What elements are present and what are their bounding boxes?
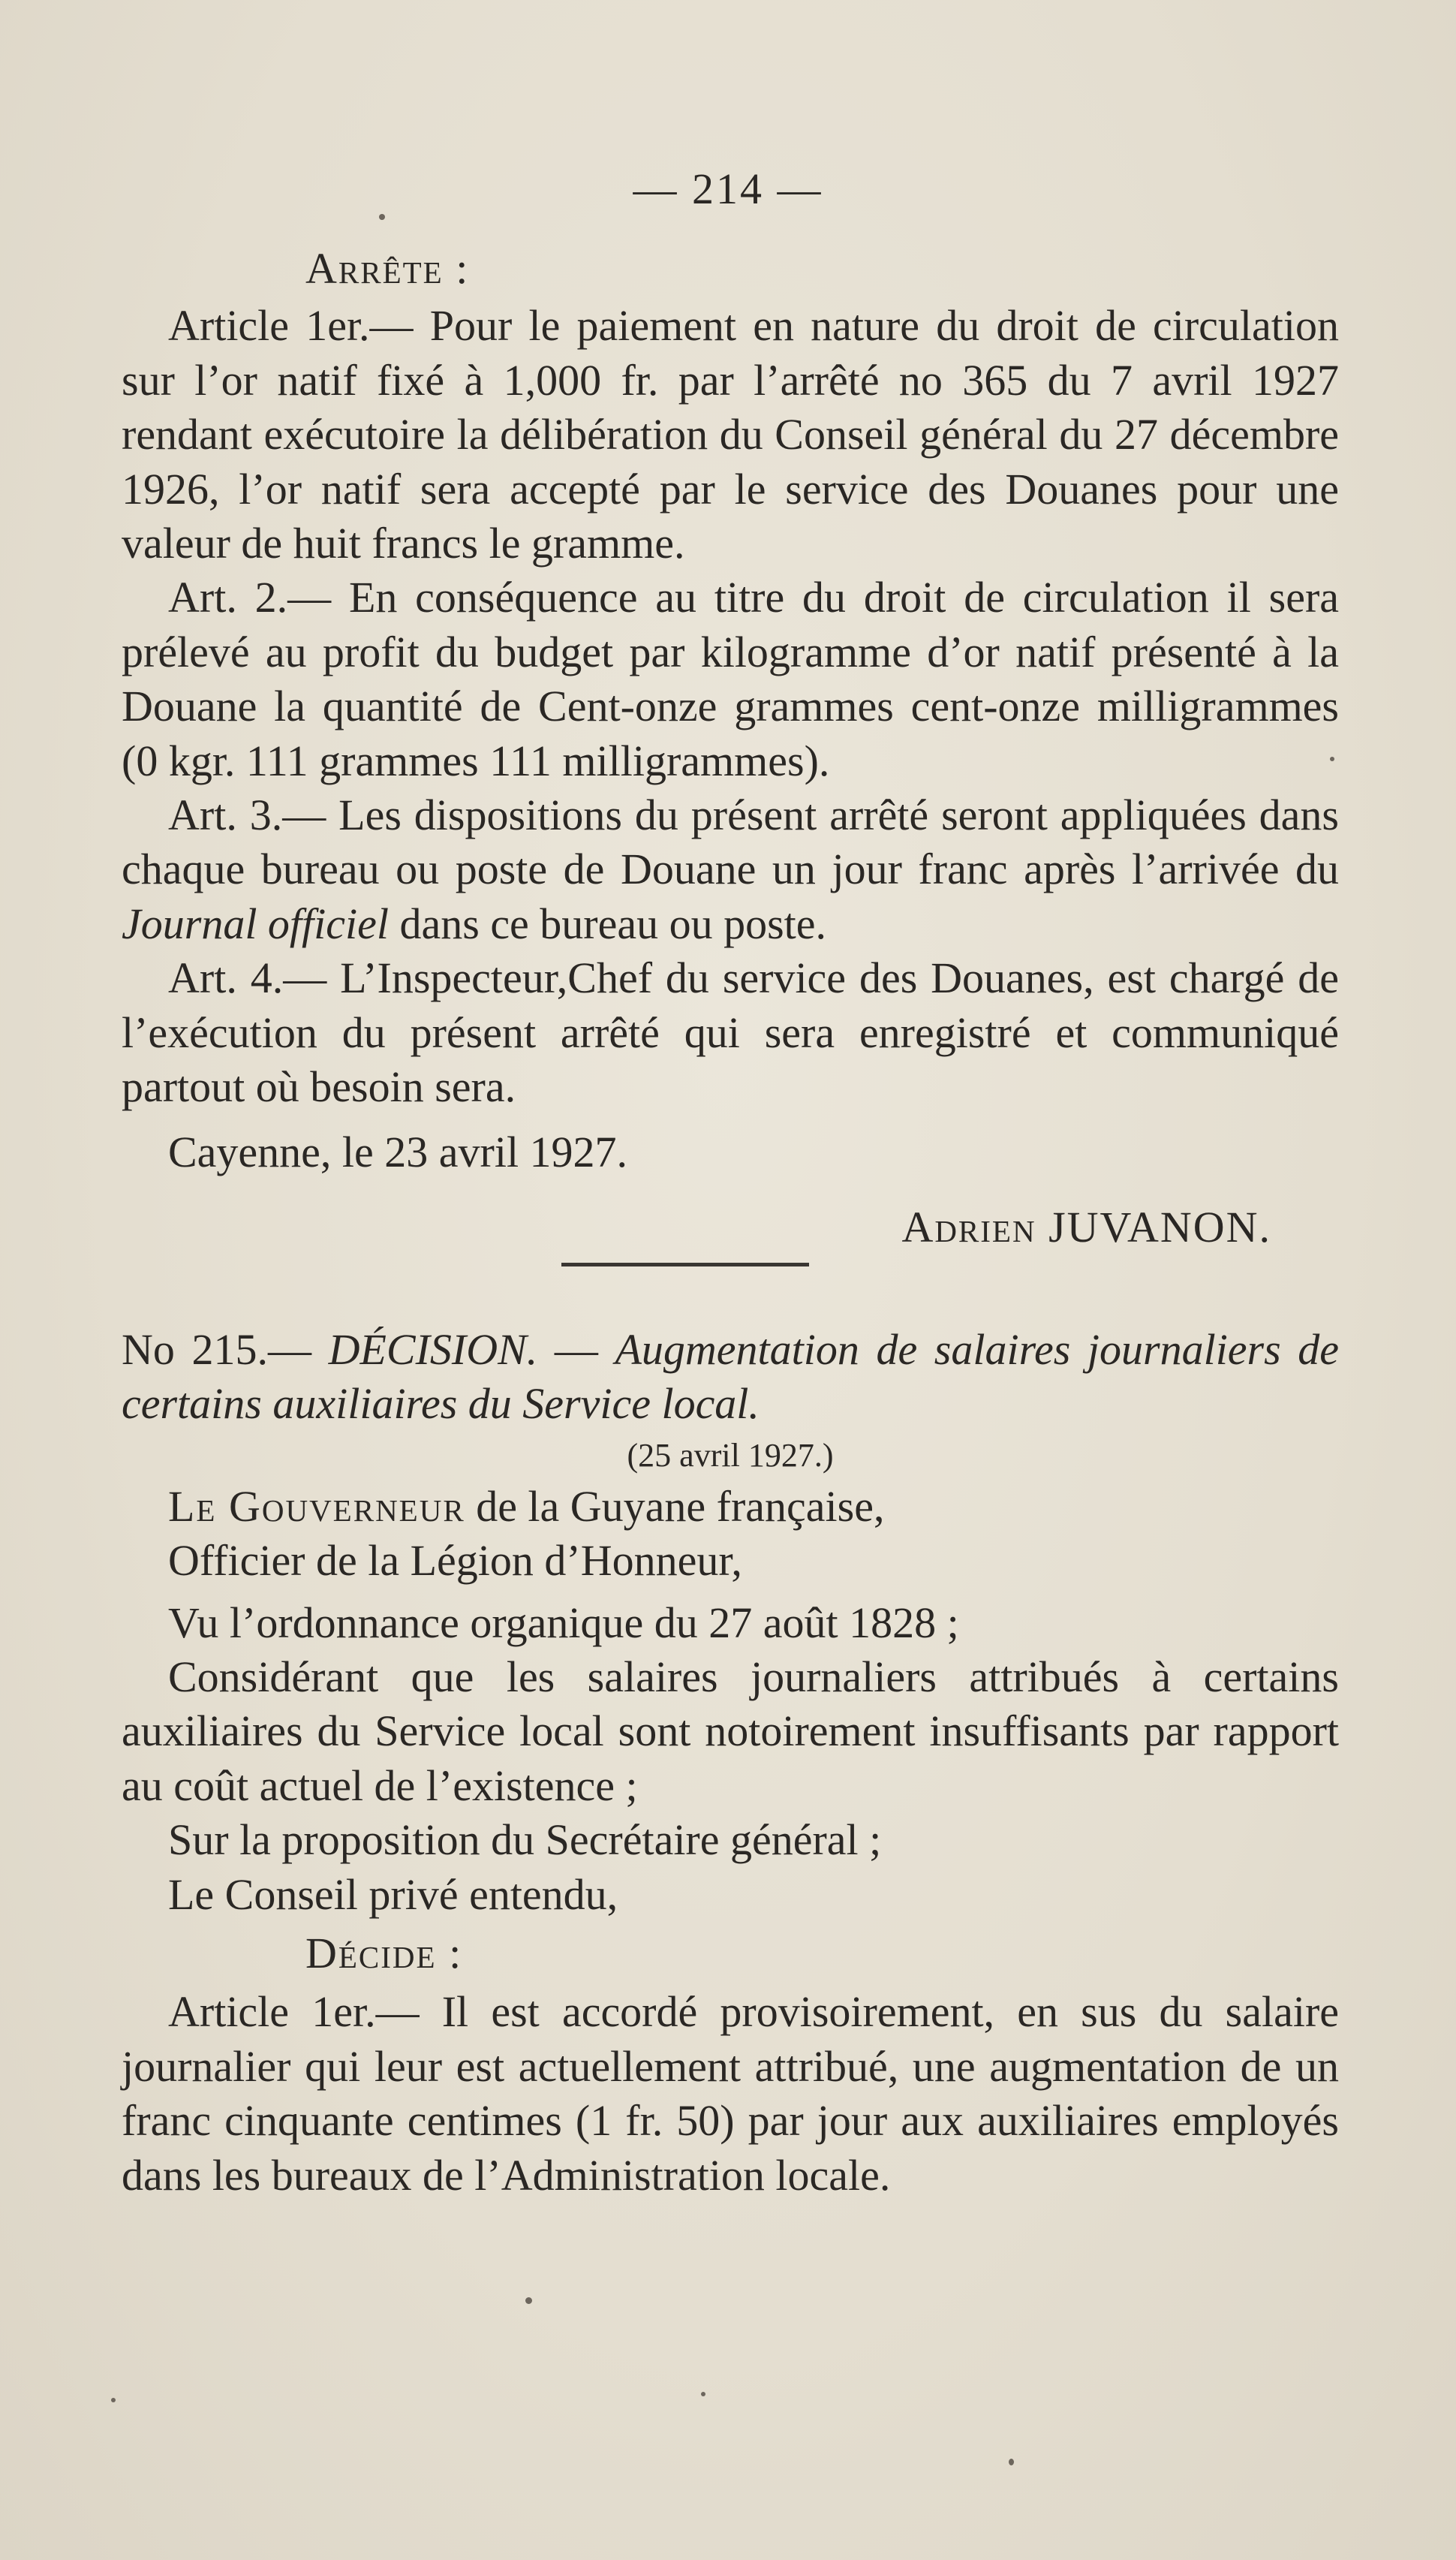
decree-article-2: Art. 2.— En conséquence au titre du droit de circulation il sera prélevé au profit du budget par kilogramme d’or natif présenté à la Douane la quantité de Cent-onze grammes cent-onze milligrammes (0 kgr. 111 grammes 111 milligrammes). <box>122 573 1339 785</box>
paper-speck <box>379 214 385 220</box>
consideration-2: Considérant que les salaires journaliers attribués à certains auxiliaires du Service local sont notoirement insuffisants par rapport au coût actuel de l’existence ; <box>122 1652 1339 1810</box>
decision-title <box>122 1323 1339 1432</box>
decree-article-4: Art. 4.— L’Inspecteur,Chef du service des Douanes, est chargé de l’exécution du présent arrêté qui sera enregistré et communiqué partout où besoin sera. <box>122 953 1339 1112</box>
consideration-1: Vu l’ordonnance organique du 27 août 1828 ; <box>168 1598 959 1647</box>
consideration-4: Le Conseil privé entendu, <box>168 1869 618 1919</box>
decision-dash: — <box>554 1325 598 1374</box>
decision-date: (25 avril 1927.) <box>627 1436 834 1474</box>
decides-heading: Décide : <box>305 1929 463 1978</box>
decree-heading: Arrête : <box>305 244 470 293</box>
decision-article-1: Article 1er.— Il est accordé provisoirement, en sus du salaire journalier qui leur est actuellement attribué, une augmentation de un franc cinquante centimes (1 fr. 50) par jour aux auxiliaires employés dans les bureaux de l’Administration locale. <box>122 1987 1339 2200</box>
decision-kind: DÉCISION. <box>328 1325 538 1374</box>
authority-line <box>122 1480 1339 1534</box>
authority-title: Le Gouverneur <box>168 1481 465 1531</box>
decree-place-date: Cayenne, le 23 avril 1927. <box>168 1127 628 1176</box>
paper-speck <box>701 2392 705 2396</box>
page-number-header: — 214 — <box>633 164 823 213</box>
consideration-3: Sur la proposition du Secrétaire général ; <box>168 1815 882 1865</box>
authority-rest: de la Guyane française, <box>476 1481 885 1531</box>
section-divider <box>561 1263 809 1266</box>
paper-speck <box>111 2398 116 2402</box>
decision-section <box>122 1323 1339 2203</box>
paper-speck <box>1330 757 1334 761</box>
decision-subject: Augmentation de salaires journaliers de certains auxiliaires du Service local. <box>122 1325 1340 1429</box>
decree-article-3: Art. 3.— Les dispositions du présent arrêté seront appliquées dans chaque bureau ou poste de Douane un jour franc après l’arrivée du Journal officiel dans ce bureau ou poste. <box>122 791 1339 948</box>
paper-speck <box>1009 2459 1014 2465</box>
decree-signature: Adrien JUVANON. <box>901 1202 1271 1251</box>
paper-speck <box>525 2297 532 2304</box>
decree-section <box>122 242 1339 1254</box>
decision-number: No 215.— <box>122 1325 311 1374</box>
decree-article-1: Article 1er.— Pour le paiement en nature du droit de circulation sur l’or natif fixé à 1,000 fr. par l’arrêté no 365 du 7 avril 1927 rendant exécutoire la délibération du Conseil général du 27 décembre 1926, l’or natif sera accepté par le service des Douanes pour une valeur de huit francs le gramme. <box>122 301 1339 568</box>
authority-rank: Officier de la Légion d’Honneur, <box>168 1536 742 1586</box>
